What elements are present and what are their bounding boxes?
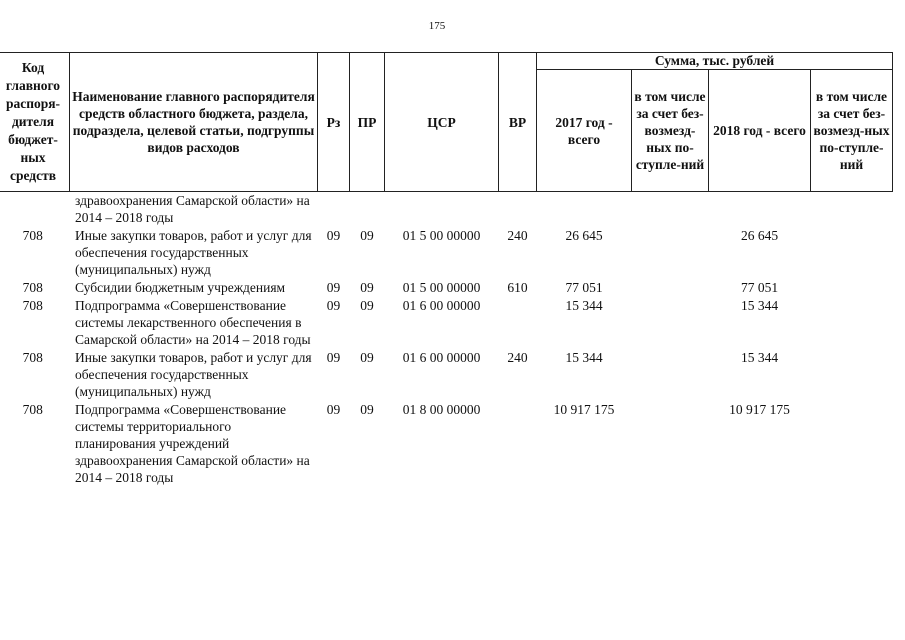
page-number: 175	[428, 20, 446, 32]
cell-free-2017	[632, 192, 709, 227]
cell-csr: 01 5 00 00000	[385, 278, 499, 296]
cell-pr	[350, 192, 385, 227]
header-sum-group: Сумма, тыс. рублей	[537, 53, 893, 70]
cell-sum-2018	[709, 192, 811, 227]
cell-free-2017	[632, 348, 709, 400]
header-name: Наименование главного распорядителя средств областного бюджета, раздела, подраздела, целевой статьи, подгруппы видов расходов	[70, 53, 318, 192]
cell-rz	[318, 192, 350, 227]
cell-rz: 09	[318, 278, 350, 296]
cell-free-2018	[811, 192, 893, 227]
cell-code: 708	[22, 280, 43, 295]
cell-pr: 09	[350, 226, 385, 278]
header-2017-total: 2017 год - всего	[537, 70, 632, 192]
cell-pr: 09	[350, 348, 385, 400]
cell-rz: 09	[318, 348, 350, 400]
cell-vr: 240	[499, 226, 537, 278]
header-rz: Рз	[318, 53, 350, 192]
table-row	[0, 278, 893, 296]
cell-csr: 01 6 00 00000	[385, 296, 499, 348]
cell-free-2018	[811, 348, 893, 400]
cell-sum-2018: 15 344	[709, 296, 811, 348]
cell-sum-2017: 26 645	[537, 226, 632, 278]
cell-pr: 09	[350, 278, 385, 296]
cell-vr: 610	[499, 278, 537, 296]
cell-code: 708	[22, 350, 43, 365]
cell-csr	[385, 192, 499, 227]
cell-sum-2018: 15 344	[709, 348, 811, 400]
cell-free-2017	[632, 400, 709, 486]
cell-vr	[499, 192, 537, 227]
cell-sum-2017: 15 344	[537, 296, 632, 348]
table-row	[0, 348, 893, 400]
cell-code: 708	[22, 402, 43, 417]
cell-vr	[499, 296, 537, 348]
cell-name: Подпрограмма «Совершенствование системы территориального планирования учреждений здравоохранения Самарской области» на 2014 – 2018 годы	[75, 402, 310, 485]
table-row	[0, 400, 893, 486]
cell-sum-2017: 10 917 175	[537, 400, 632, 486]
table-row	[0, 296, 893, 348]
cell-csr: 01 5 00 00000	[385, 226, 499, 278]
header-vr: ВР	[499, 53, 537, 192]
table-row	[0, 192, 893, 227]
cell-code: 708	[22, 228, 43, 243]
cell-csr: 01 8 00 00000	[385, 400, 499, 486]
cell-free-2018	[811, 226, 893, 278]
cell-vr: 240	[499, 348, 537, 400]
cell-sum-2018: 10 917 175	[709, 400, 811, 486]
cell-csr: 01 6 00 00000	[385, 348, 499, 400]
cell-name: здравоохранения Самарской области» на 2014 – 2018 годы	[75, 193, 310, 225]
header-2018-free: в том числе за счет без-возмезд-ных по-ступле-ний	[811, 70, 893, 192]
cell-name: Субсидии бюджетным учреждениям	[75, 280, 286, 295]
cell-free-2018	[811, 296, 893, 348]
cell-sum-2017: 77 051	[537, 278, 632, 296]
cell-code	[0, 192, 70, 227]
cell-name: Иные закупки товаров, работ и услуг для обеспечения государственных (муниципальных) нужд	[75, 228, 312, 277]
cell-free-2017	[632, 226, 709, 278]
cell-pr: 09	[350, 296, 385, 348]
cell-name: Иные закупки товаров, работ и услуг для обеспечения государственных (муниципальных) нужд	[75, 350, 312, 399]
header-2017-free: в том числе за счет без-возмезд-ных по-ступле-ний	[632, 70, 709, 192]
cell-name: Подпрограмма «Совершенствование системы лекарственного обеспечения в Самарской области» на 2014 – 2018 годы	[75, 298, 311, 347]
cell-free-2018	[811, 278, 893, 296]
cell-pr: 09	[350, 400, 385, 486]
cell-code: 708	[22, 298, 43, 313]
cell-rz: 09	[318, 400, 350, 486]
cell-sum-2018: 26 645	[709, 226, 811, 278]
cell-free-2018	[811, 400, 893, 486]
budget-table	[0, 52, 893, 486]
header-code: Код главного распоря-дителя бюджет-ных средств	[0, 53, 70, 192]
cell-vr	[499, 400, 537, 486]
header-2018-total: 2018 год - всего	[709, 70, 811, 192]
cell-rz: 09	[318, 296, 350, 348]
cell-sum-2017	[537, 192, 632, 227]
header-csr: ЦСР	[385, 53, 499, 192]
cell-free-2017	[632, 296, 709, 348]
cell-sum-2017: 15 344	[537, 348, 632, 400]
cell-free-2017	[632, 278, 709, 296]
header-pr: ПР	[350, 53, 385, 192]
cell-rz: 09	[318, 226, 350, 278]
table-row	[0, 226, 893, 278]
cell-sum-2018: 77 051	[709, 278, 811, 296]
